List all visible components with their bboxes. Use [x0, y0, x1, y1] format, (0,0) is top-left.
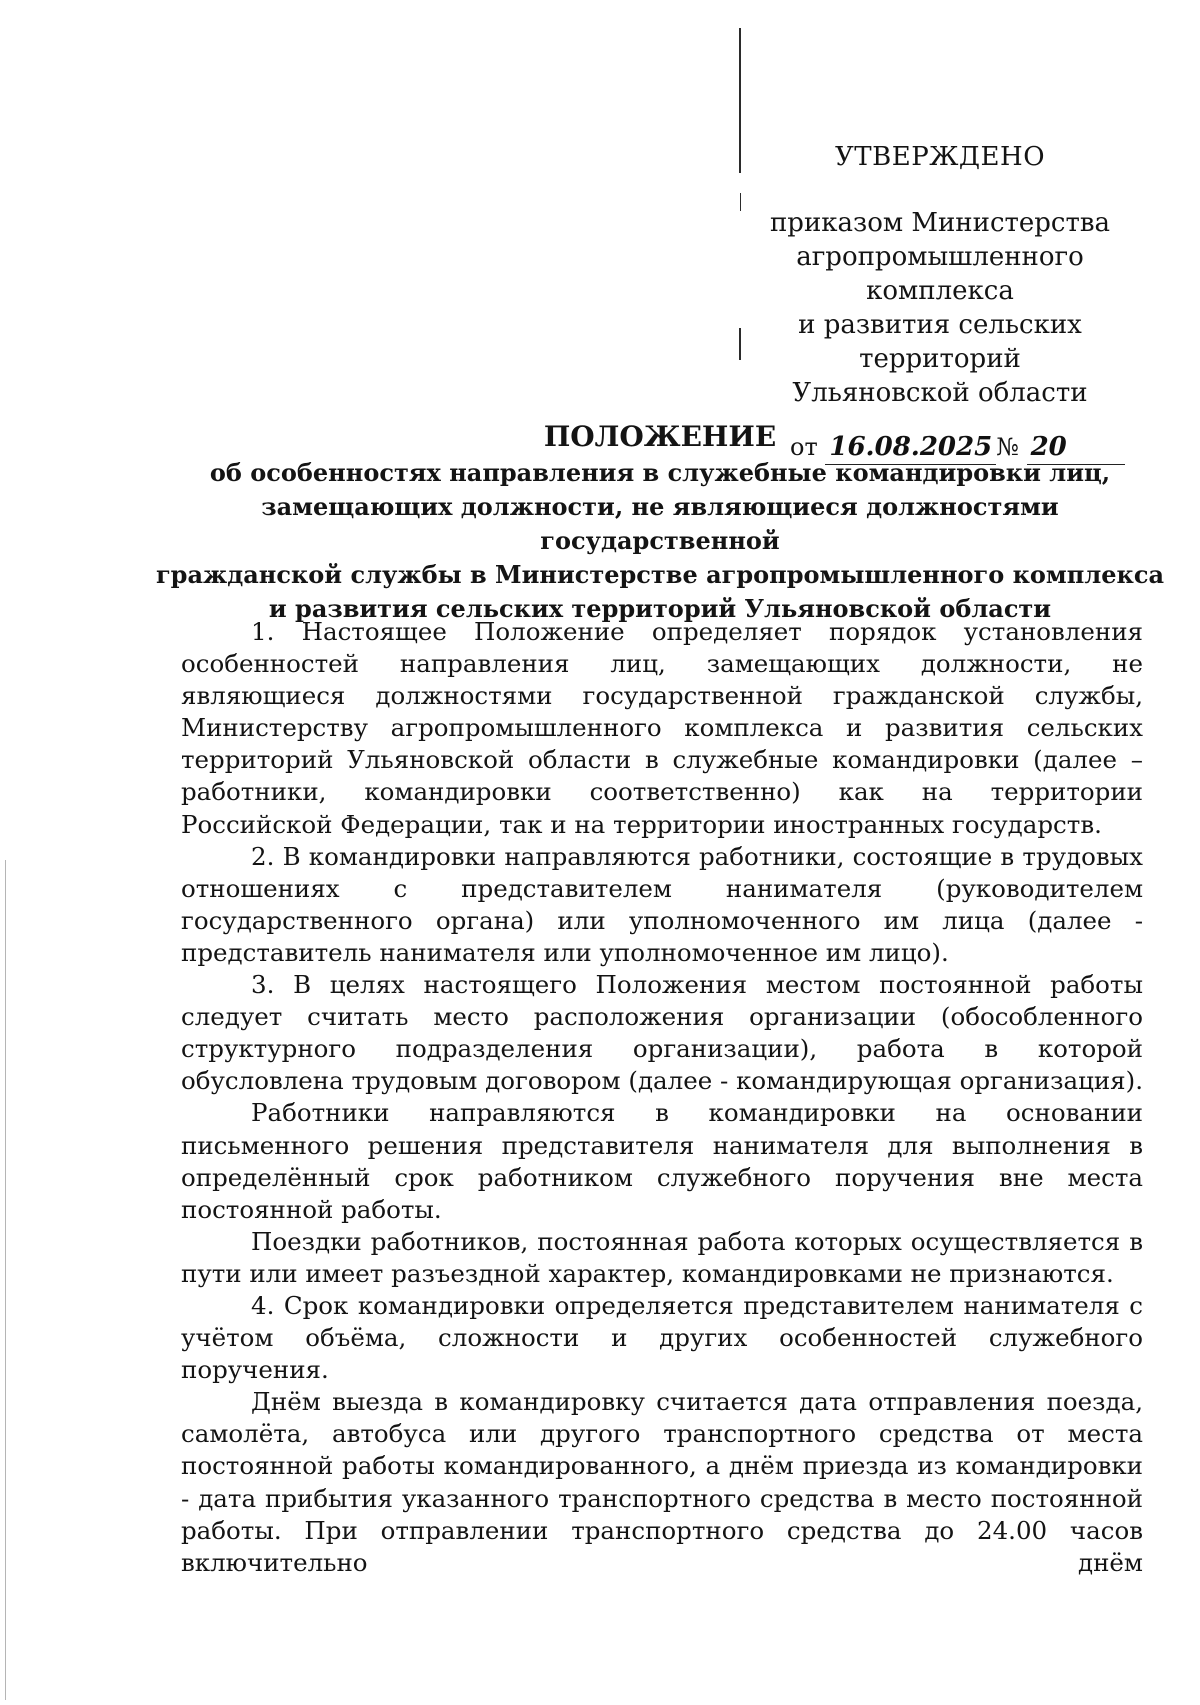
paragraph: 3. В целях настоящего Положения местом постоянной работы следует считать место расположения организации (обособленного структурного подразделения организации), работа в которой обусловлена трудовым договором (далее - командирующая организация). [181, 970, 1143, 1096]
paragraph: Поездки работников, постоянная работа которых осуществляется в пути или имеет разъездной характер, командировками не признаются. [181, 1226, 1143, 1288]
scan-mark-left [5, 860, 6, 1700]
approval-line: Ульяновской области [792, 378, 1088, 408]
approval-line: приказом Министерства [769, 208, 1111, 238]
approval-line: агропромышленного комплекса [796, 242, 1084, 306]
paragraph: Днём выезда в командировку считается дата отправления поезда, самолёта, автобуса или другого транспортного средства от места постоянной работы командированного, а днём приезда из командировки - дата прибытия указанного транспортного средства в место постоянной работы. При отправлении транспортного средства до 24.00 часов включительно днём [181, 1387, 1143, 1577]
document-subtitle-line: и развития сельских территорий Ульяновской области [268, 594, 1052, 623]
document-heading [150, 420, 1170, 626]
paragraph: 4. Срок командировки определяется представителем нанимателя с учётом объёма, сложности и других особенностей служебного поручения. [181, 1290, 1143, 1385]
document-body [181, 616, 1143, 1579]
handwritten-date: 16.08.2025 [825, 430, 996, 465]
paragraph: Работники направляются в командировки на основании письменного решения представителя нанимателя для выполнения в определённый срок работником служебного поручения вне места постоянной работы. [181, 1098, 1143, 1224]
date-prefix: от [790, 433, 818, 461]
approval-line: и развития сельских территорий [798, 310, 1082, 374]
document-title: ПОЛОЖЕНИЕ [543, 420, 777, 453]
document-subtitle-line: замещающих должности, не являющиеся должностями государственной [261, 492, 1059, 555]
approval-block [720, 140, 1160, 465]
paragraph: 1. Настоящее Положение определяет порядок установления особенностей направления лиц, замещающих должности, не являющиеся должностями государственной гражданской службы, Министерству агропромышленного комплекса и развития сельских территорий Ульяновской области в служебные командировки (далее – работники, командировки соответственно) как на территории Российской Федерации, так и на территории иностранных государств. [181, 617, 1143, 839]
approval-title: УТВЕРЖДЕНО [834, 142, 1046, 172]
number-prefix: № [996, 433, 1019, 461]
document-subtitle-line: гражданской службы в Министерстве агропромышленного комплекса [155, 560, 1165, 589]
handwritten-number: 20 [1027, 430, 1125, 465]
paragraph: 2. В командировки направляются работники, состоящие в трудовых отношениях с представителем нанимателя (руководителем государственного органа) или уполномоченного им лица (далее - представитель нанимателя или уполномоченное им лицо). [181, 841, 1143, 967]
document-subtitle-line: об особенностях направления в служебные командировки лиц, [209, 458, 1111, 487]
